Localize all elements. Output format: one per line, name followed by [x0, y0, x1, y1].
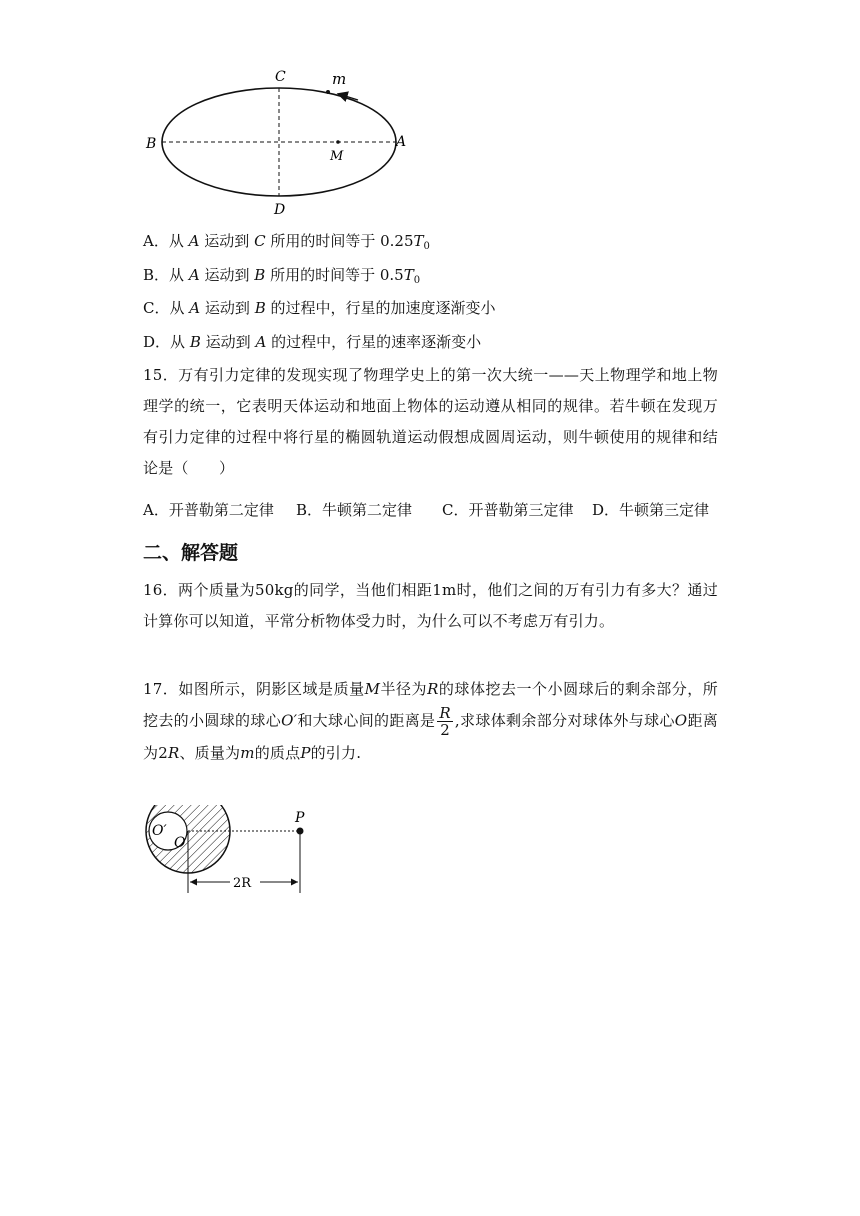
label-m: m	[332, 70, 347, 88]
fraction-r-over-2: $\frac{R}{2}$	[439, 704, 451, 739]
label-O: O	[174, 835, 186, 851]
q15-option-b: B．牛顿第二定律	[296, 501, 413, 519]
label-D: D	[274, 202, 286, 218]
label-B: B	[146, 136, 157, 152]
q15-option-a: A．开普勒第二定律	[143, 501, 274, 519]
q15-question: 15．万有引力定律的发现实现了物理学史上的第一次大统一——天上物理学和地上物理学的统一，它表明天体运动和地面上物体的运动遵从相同的规律。若牛顿在发现万有引力定律的过程中将行星的椭圆轨道运动假想成圆周运动，则牛顿使用的规律和结论是（ ）	[143, 366, 718, 477]
focus-point	[336, 140, 340, 144]
label-P: P	[295, 810, 305, 826]
orbit-ellipse-figure	[140, 62, 420, 222]
q14-option-c: C．从 A 运动到 B 的过程中，行星的加速度逐渐变小	[143, 299, 496, 317]
label-M: M	[330, 149, 344, 164]
q14-option-d: D．从 B 运动到 A 的过程中，行星的速率逐渐变小	[143, 333, 482, 351]
label-2R: 2R	[233, 876, 252, 891]
section-title: 二、解答题	[143, 542, 239, 564]
q14-option-b: B．从 A 运动到 B 所用的时间等于 $0.5T_0$	[143, 266, 421, 286]
q15-option-c: C．开普勒第三定律	[442, 501, 574, 519]
label-Oprime: O′	[152, 823, 167, 839]
label-C: C	[275, 69, 286, 85]
q14-option-a: A．从 A 运动到 C 所用的时间等于 $0.25T_0$	[143, 232, 430, 252]
q15-options	[143, 500, 709, 520]
label-A: A	[396, 134, 407, 150]
planet-dot	[326, 90, 330, 94]
q16-question: 16．两个质量为50kg的同学，当他们相距1m时，他们之间的万有引力有多大？通过计算你可以知道，平常分析物体受力时，为什么可以不考虑万有引力。	[143, 581, 718, 630]
hollow-sphere-figure	[140, 805, 320, 895]
q17-question: 17．如图所示，阴影区域是质量M半径为R的球体挖去一个小圆球后的剩余部分，所挖去的小圆球的球心O′和大球心间的距离是 $\frac{R}{2}$ ,求球体剩余部分对球体外与球心O距离为2R、质量为m的质点P的引力.	[143, 680, 718, 762]
q15-option-d: D．牛顿第三定律	[592, 501, 710, 519]
